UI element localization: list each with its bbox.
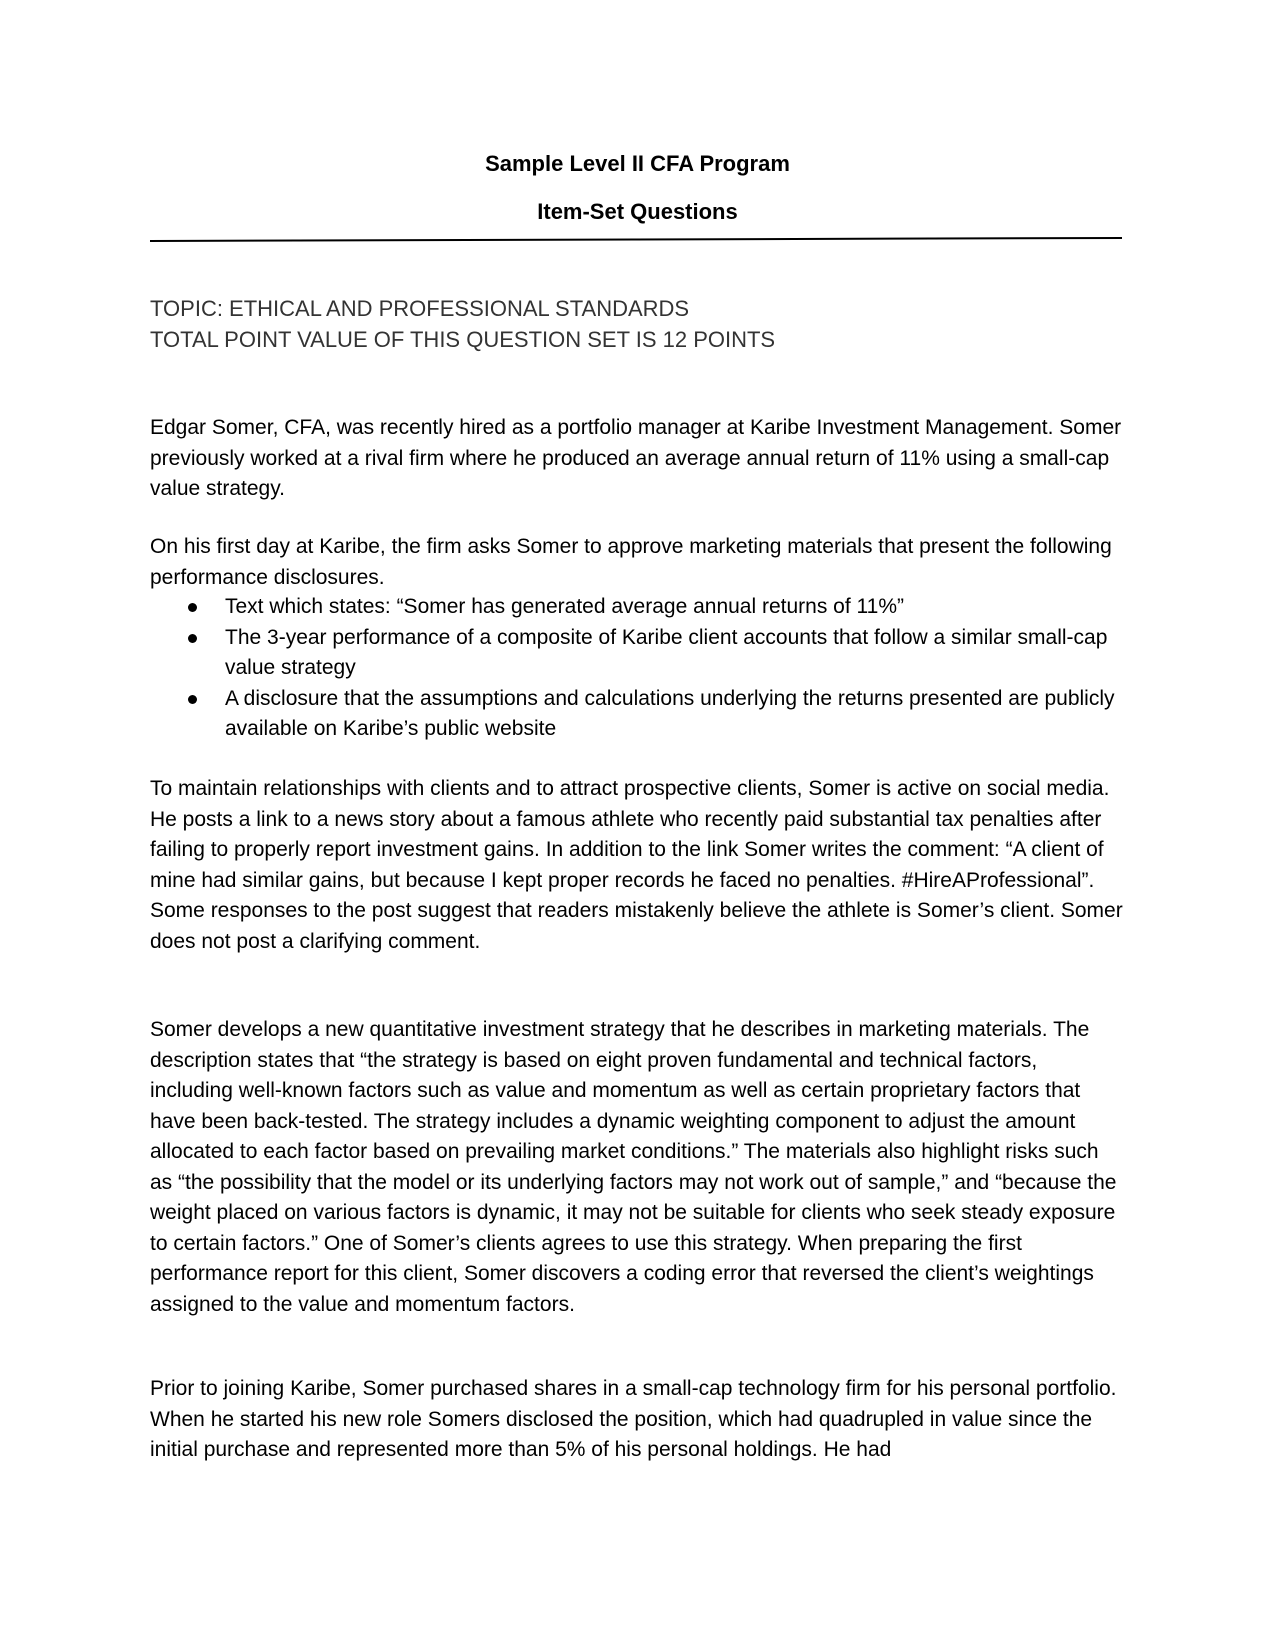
list-item-text: A disclosure that the assumptions and calculations underlying the returns presented are publicly available on Karibe’s public website xyxy=(225,686,1115,740)
header-divider xyxy=(150,237,1122,242)
bullet-icon xyxy=(188,603,197,612)
topic-block xyxy=(150,293,1125,355)
bullet-icon xyxy=(188,695,197,704)
paragraph-social-media: To maintain relationships with clients and to attract prospective clients, Somer is active on social media. He posts a link to a news story about a famous athlete who recently paid substantial tax penalties after failing to properly report investment gains. In addition to the link Somer writes the comment: “A client of mine had similar gains, but because I kept proper records he faced no penalties. #HireAProfessional”. Some responses to the post suggest that readers mistakenly believe the athlete is Somer’s client. Somer does not post a clarifying comment. xyxy=(150,777,1123,953)
list-item xyxy=(150,592,1125,623)
paragraph-intro: Edgar Somer, CFA, was recently hired as a portfolio manager at Karibe Investment Management. Somer previously worked at a rival firm where he produced an average annual return of 11% using a small-cap value strategy. xyxy=(150,416,1122,500)
list-item xyxy=(150,623,1125,684)
document-subtitle: Item-Set Questions xyxy=(537,199,738,224)
list-item-text: Text which states: “Somer has generated average annual returns of 11%” xyxy=(225,595,904,618)
document-title: Sample Level II CFA Program xyxy=(485,151,790,176)
point-value-line: TOTAL POINT VALUE OF THIS QUESTION SET IS 12 POINTS xyxy=(150,327,776,352)
disclosure-list xyxy=(150,592,1125,745)
list-item xyxy=(150,684,1125,745)
bullet-icon xyxy=(188,634,197,643)
topic-line: TOPIC: ETHICAL AND PROFESSIONAL STANDARDS xyxy=(150,296,690,321)
paragraph-quant-strategy: Somer develops a new quantitative investment strategy that he describes in marketing materials. The description states that “the strategy is based on eight proven fundamental and technical factors, including well-known factors such as value and momentum as well as certain proprietary factors that have been back-tested. The strategy includes a dynamic weighting component to adjust the amount allocated to each factor based on prevailing market conditions.” The materials also highlight risks such as “the possibility that the model or its underlying factors may not work out of sample,” and “because the weight placed on various factors is dynamic, it may not be suitable for clients who seek steady exposure to certain factors.” One of Somer’s clients agrees to use this strategy. When preparing the first performance report for this client, Somer discovers a coding error that reversed the client’s weightings assigned to the value and momentum factors. xyxy=(150,1018,1117,1316)
paragraph-disclosures: On his first day at Karibe, the firm asks Somer to approve marketing materials that present the following performance disclosures. xyxy=(150,535,1112,589)
list-item-text: The 3-year performance of a composite of Karibe client accounts that follow a similar small-cap value strategy xyxy=(225,625,1108,679)
paragraph-personal-holdings: Prior to joining Karibe, Somer purchased shares in a small-cap technology firm for his personal portfolio. When he started his new role Somers disclosed the position, which had quadrupled in value since the initial purchase and represented more than 5% of his personal holdings. He had xyxy=(150,1377,1117,1461)
